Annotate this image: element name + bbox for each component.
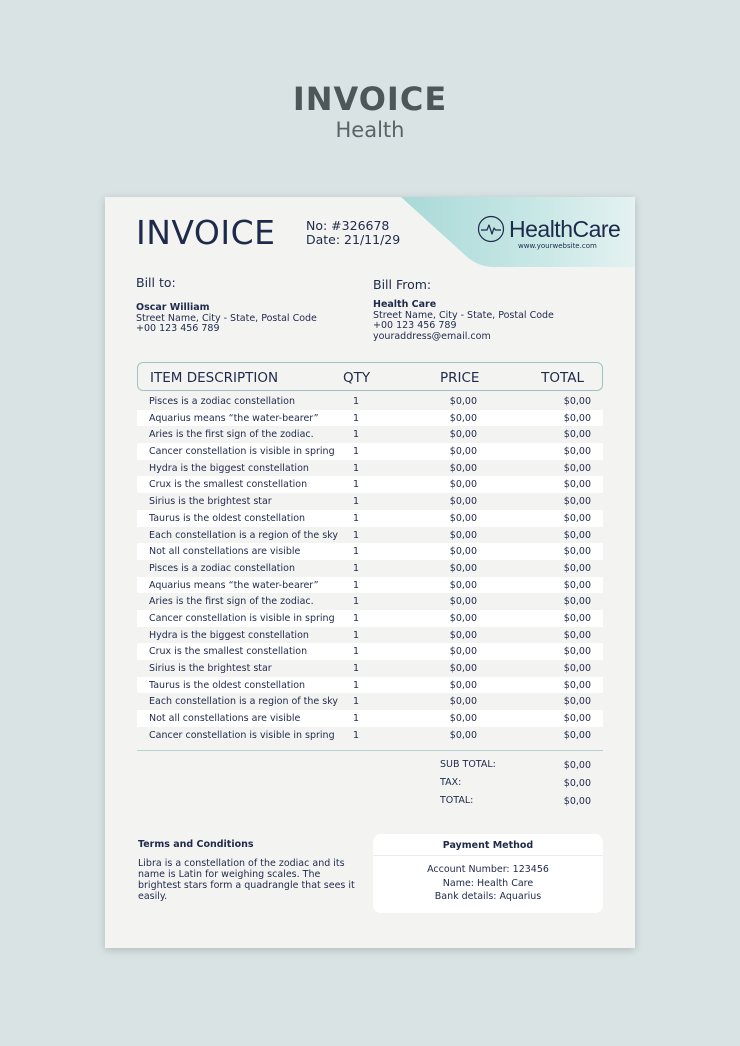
item-price: $0,00	[449, 713, 477, 725]
payment-account: Account Number: 123456	[427, 864, 549, 875]
item-total: $0,00	[563, 729, 591, 741]
table-row	[137, 460, 603, 477]
item-price: $0,00	[449, 396, 477, 407]
table-row	[137, 560, 603, 577]
items-table	[137, 393, 603, 743]
item-total: $0,00	[563, 646, 591, 658]
table-row	[137, 476, 603, 493]
table-row	[137, 493, 603, 510]
invoice-date: Date: 21/11/29	[306, 232, 401, 247]
table-row	[137, 593, 603, 610]
heartbeat-icon	[477, 215, 505, 243]
item-description: Each constellation is a region of the sky	[149, 696, 339, 708]
total-label: TOTAL:	[440, 795, 474, 806]
header-qty: QTY	[343, 370, 371, 386]
payment-bank: Bank details: Aquarius	[434, 891, 542, 902]
payment-name: Name: Health Care	[442, 877, 534, 889]
item-qty: 1	[353, 696, 360, 708]
item-qty: 1	[353, 612, 360, 624]
item-description: Taurus is the oldest constellation	[149, 512, 306, 524]
item-description: Sirius is the brightest star	[149, 663, 272, 674]
subtotal-label: SUB TOTAL:	[440, 759, 496, 770]
table-row	[137, 677, 603, 694]
table-row	[137, 660, 603, 677]
bill-to-name: Oscar William	[136, 302, 210, 313]
item-total: $0,00	[563, 446, 591, 458]
item-description: Aquarius means “the water-bearer”	[149, 579, 319, 591]
payment-method-card	[373, 834, 603, 913]
bill-from-address: Street Name, City - State, Postal Code	[373, 309, 554, 321]
table-row	[137, 443, 603, 460]
table-row	[137, 543, 603, 560]
bill-from-name: Health Care	[373, 299, 437, 310]
table-row	[137, 643, 603, 660]
payment-details	[373, 863, 603, 904]
item-price: $0,00	[449, 663, 477, 674]
total-value: $0,00	[563, 796, 591, 807]
item-total: $0,00	[563, 679, 591, 691]
item-price: $0,00	[449, 646, 477, 658]
table-row	[137, 393, 603, 410]
item-description: Hydra is the biggest constellation	[149, 629, 309, 641]
item-description: Crux is the smallest constellation	[149, 646, 308, 658]
table-row	[137, 577, 603, 594]
item-qty: 1	[353, 479, 360, 491]
item-price: $0,00	[449, 546, 477, 558]
item-price: $0,00	[449, 729, 477, 741]
table-row	[137, 410, 603, 427]
item-price: $0,00	[449, 529, 477, 541]
item-price: $0,00	[449, 629, 477, 641]
item-description: Aries is the first sign of the zodiac.	[149, 596, 314, 608]
item-description: Cancer constellation is visible in spring	[149, 446, 335, 458]
item-price: $0,00	[449, 479, 477, 491]
subtotal-value: $0,00	[563, 760, 591, 771]
item-description: Cancer constellation is visible in spring	[149, 729, 335, 741]
item-qty: 1	[353, 579, 360, 591]
item-qty: 1	[353, 429, 360, 441]
item-qty: 1	[353, 646, 360, 658]
item-total: $0,00	[563, 629, 591, 641]
hero-title: INVOICE	[292, 80, 448, 118]
header-total: TOTAL	[541, 370, 584, 386]
item-total: $0,00	[563, 713, 591, 725]
item-description: Aquarius means “the water-bearer”	[149, 412, 319, 424]
item-description: Not all constellations are visible	[149, 546, 301, 558]
item-qty: 1	[353, 713, 360, 725]
table-divider	[137, 750, 603, 751]
item-total: $0,00	[563, 429, 591, 441]
table-row	[137, 710, 603, 727]
item-description: Sirius is the brightest star	[149, 496, 272, 508]
table-row	[137, 510, 603, 527]
item-total: $0,00	[563, 596, 591, 608]
item-qty: 1	[353, 396, 360, 407]
item-qty: 1	[353, 529, 360, 541]
item-price: $0,00	[449, 412, 477, 424]
item-price: $0,00	[449, 512, 477, 524]
item-description: Pisces is a zodiac constellation	[149, 562, 296, 574]
item-total: $0,00	[563, 512, 591, 524]
item-qty: 1	[353, 412, 360, 424]
item-qty: 1	[353, 596, 360, 608]
item-total: $0,00	[563, 396, 591, 407]
brand-logo	[477, 215, 620, 243]
item-qty: 1	[353, 496, 360, 508]
table-row	[137, 610, 603, 627]
item-total: $0,00	[563, 462, 591, 474]
item-qty: 1	[353, 562, 360, 574]
bill-from-email: youraddress@email.com	[373, 330, 491, 342]
terms-text: Libra is a constellation of the zodiac and its name is Latin for weighing scales. The brightest stars form a quadrangle that sees it easily.	[138, 858, 355, 902]
bill-to-address: Street Name, City - State, Postal Code	[136, 312, 317, 324]
document-title: INVOICE	[136, 213, 276, 252]
item-description: Aries is the first sign of the zodiac.	[149, 429, 314, 441]
item-qty: 1	[353, 679, 360, 691]
item-description: Taurus is the oldest constellation	[149, 679, 306, 691]
header-price: PRICE	[440, 370, 480, 386]
item-qty: 1	[353, 462, 360, 474]
item-price: $0,00	[449, 429, 477, 441]
item-price: $0,00	[449, 446, 477, 458]
item-price: $0,00	[449, 462, 477, 474]
invoice-page	[105, 197, 635, 948]
table-row	[137, 627, 603, 644]
invoice-number: No: #326678	[306, 218, 390, 233]
table-row	[137, 727, 603, 744]
item-qty: 1	[353, 512, 360, 524]
table-row	[137, 426, 603, 443]
bill-to-heading: Bill to:	[136, 275, 176, 290]
payment-method-title: Payment Method	[442, 840, 534, 851]
item-price: $0,00	[449, 696, 477, 708]
item-price: $0,00	[449, 562, 477, 574]
bill-to-block	[136, 303, 317, 335]
item-price: $0,00	[449, 612, 477, 624]
item-description: Crux is the smallest constellation	[149, 479, 308, 491]
brand-name: HealthCare	[509, 215, 621, 242]
item-qty: 1	[353, 729, 360, 741]
item-total: $0,00	[563, 529, 591, 541]
item-description: Hydra is the biggest constellation	[149, 462, 309, 474]
invoice-meta	[306, 219, 400, 247]
tax-value: $0,00	[563, 778, 591, 789]
bill-to-phone: +00 123 456 789	[136, 323, 220, 335]
header-item-description: ITEM DESCRIPTION	[150, 370, 279, 386]
item-total: $0,00	[563, 579, 591, 591]
item-total: $0,00	[563, 479, 591, 491]
item-total: $0,00	[563, 612, 591, 624]
item-description: Cancer constellation is visible in spring	[149, 612, 335, 624]
item-qty: 1	[353, 546, 360, 558]
item-qty: 1	[353, 663, 360, 674]
item-total: $0,00	[563, 562, 591, 574]
payment-divider	[373, 855, 603, 856]
item-total: $0,00	[563, 546, 591, 558]
bill-from-heading: Bill From:	[373, 277, 432, 292]
item-total: $0,00	[563, 412, 591, 424]
table-row	[137, 693, 603, 710]
item-price: $0,00	[449, 579, 477, 591]
bill-from-block	[373, 300, 554, 342]
item-qty: 1	[353, 629, 360, 641]
brand-url: www.yourwebsite.com	[518, 242, 597, 250]
item-description: Pisces is a zodiac constellation	[149, 396, 296, 407]
item-description: Each constellation is a region of the sky	[149, 529, 339, 541]
item-total: $0,00	[563, 696, 591, 708]
item-description: Not all constellations are visible	[149, 713, 301, 725]
item-total: $0,00	[563, 496, 591, 508]
table-row	[137, 527, 603, 544]
table-header	[137, 362, 603, 391]
hero-subtitle: Health	[335, 118, 405, 142]
item-qty: 1	[353, 446, 360, 458]
item-price: $0,00	[449, 679, 477, 691]
tax-label: TAX:	[440, 777, 462, 788]
bill-from-phone: +00 123 456 789	[373, 320, 457, 332]
item-price: $0,00	[449, 496, 477, 508]
item-price: $0,00	[449, 596, 477, 608]
item-total: $0,00	[563, 663, 591, 674]
terms-title: Terms and Conditions	[138, 839, 254, 850]
